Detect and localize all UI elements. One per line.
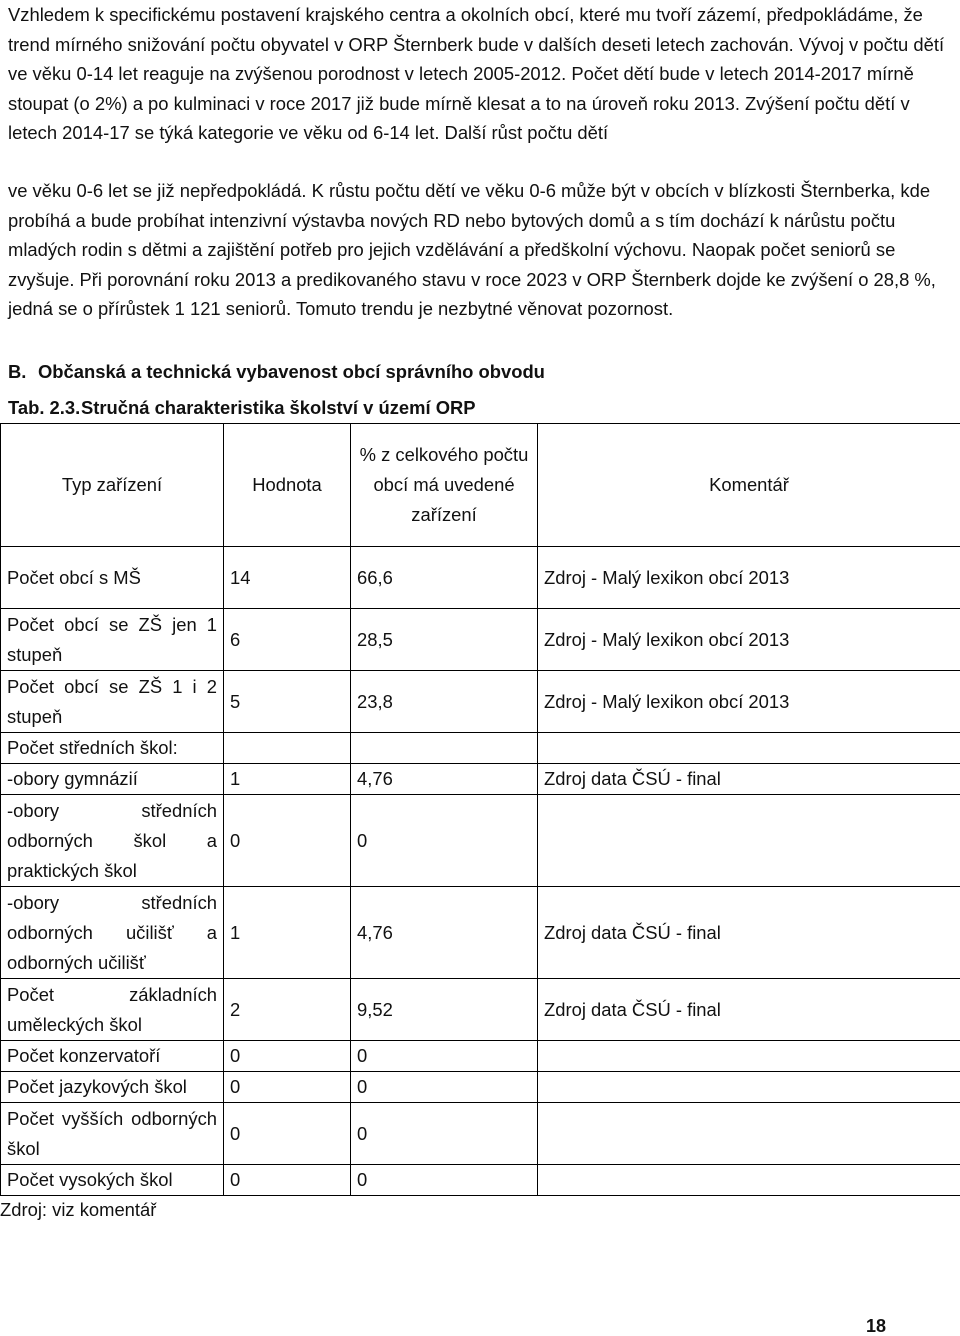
row-comment [538, 1103, 960, 1165]
row-value: 0 [224, 1072, 351, 1103]
section-letter: B. [8, 361, 27, 382]
table-row [1, 1041, 960, 1072]
source-note: Zdroj: viz komentář [0, 1199, 157, 1220]
row-percent: 0 [351, 1072, 538, 1103]
section-title: Občanská a technická vybavenost obcí správního obvodu [38, 361, 545, 382]
table-row [1, 671, 960, 733]
row-percent: 4,76 [351, 887, 538, 979]
row-percent: 4,76 [351, 764, 538, 795]
row-value: 14 [224, 547, 351, 609]
row-comment: Zdroj - Malý lexikon obcí 2013 [538, 547, 960, 609]
header-percent: % z celkového počtu obcí má uvedené zařízení [351, 424, 538, 547]
row-label: Počet středních škol: [1, 733, 224, 764]
row-percent: 0 [351, 1103, 538, 1165]
row-value: 0 [224, 1165, 351, 1196]
row-percent: 66,6 [351, 547, 538, 609]
row-label: Počet obcí se ZŠ 1 i 2 stupeň [1, 671, 224, 733]
row-percent: 23,8 [351, 671, 538, 733]
row-label: Počet vyšších odborných škol [1, 1103, 224, 1165]
table-row [1, 979, 960, 1041]
row-percent [351, 733, 538, 764]
table-number: Tab. 2.3. [8, 397, 81, 418]
row-comment: Zdroj - Malý lexikon obcí 2013 [538, 671, 960, 733]
row-comment [538, 795, 960, 887]
row-value: 1 [224, 887, 351, 979]
row-value [224, 733, 351, 764]
header-type: Typ zařízení [1, 424, 224, 547]
row-comment [538, 733, 960, 764]
row-label: Počet obcí s MŠ [1, 547, 224, 609]
page-number: 18 [866, 1316, 887, 1336]
paragraph-population-trend: Vzhledem k specifickému postavení krajského centra a okolních obcí, které mu tvoří zázemí, předpokládáme, že trend mírného snižování počtu obyvatel v ORP Šternberk bude v dalších deseti letech zachován. Vývoj v počtu dětí ve věku 0-14 let reaguje na zvýšenou porodnost v letech 2005-2012. Počet dětí bude v letech 2014-2017 mírně stoupat (o 2%) a po kulminaci v roce 2017 již bude mírně klesat a to na úroveň roku 2013. Zvýšení počtu dětí v letech 2014-17 se týká kategorie ve věku od 6-14 let. Další růst počtu dětí [8, 4, 945, 143]
table-row [1, 609, 960, 671]
paragraph-children-seniors: ve věku 0-6 let se již nepředpokládá. K růstu počtu dětí ve věku 0-6 může být v obcích v blízkosti Šternberka, kde probíhá a bude probíhat intenzivní výstavba nových RD nebo bytových domů a s tím dochází k nárůstu počtu mladých rodin s dětmi a zajištění potřeb pro jejich vzdělávání a předškolní výchovu. Naopak počet seniorů se zvyšuje. Při porovnání roku 2013 a predikovaného stavu v roce 2023 v ORP Šternberk dojde ke zvýšení o 28,8 %, jedná se o přírůstek 1 121 seniorů. Tomuto trendu je nezbytné věnovat pozornost. [8, 180, 936, 319]
table-row [1, 1072, 960, 1103]
row-label: Počet jazykových škol [1, 1072, 224, 1103]
table-row [1, 1165, 960, 1196]
row-label: Počet konzervatoří [1, 1041, 224, 1072]
row-comment: Zdroj data ČSÚ - final [538, 887, 960, 979]
row-value: 0 [224, 1103, 351, 1165]
row-percent: 9,52 [351, 979, 538, 1041]
table-row [1, 764, 960, 795]
row-comment: Zdroj data ČSÚ - final [538, 764, 960, 795]
row-percent: 0 [351, 795, 538, 887]
table-row [1, 795, 960, 887]
header-comment: Komentář [538, 424, 960, 547]
row-value: 1 [224, 764, 351, 795]
row-comment [538, 1165, 960, 1196]
row-value: 6 [224, 609, 351, 671]
row-value: 0 [224, 795, 351, 887]
row-value: 0 [224, 1041, 351, 1072]
row-label: Počet základních uměleckých škol [1, 979, 224, 1041]
row-percent: 0 [351, 1041, 538, 1072]
row-value: 2 [224, 979, 351, 1041]
row-value: 5 [224, 671, 351, 733]
row-label: -obory středních odborných škol a praktických škol [1, 795, 224, 887]
row-comment: Zdroj data ČSÚ - final [538, 979, 960, 1041]
row-label: -obory gymnázií [1, 764, 224, 795]
header-value: Hodnota [224, 424, 351, 547]
table-row [1, 733, 960, 764]
row-label: Počet vysokých škol [1, 1165, 224, 1196]
table-caption [8, 396, 476, 420]
education-table [0, 423, 960, 1196]
row-label: -obory středních odborných učilišť a odborných učilišť [1, 887, 224, 979]
table-header-row [1, 424, 960, 547]
table-title: Stručná charakteristika školství v území ORP [81, 397, 476, 418]
row-comment: Zdroj - Malý lexikon obcí 2013 [538, 609, 960, 671]
row-comment [538, 1072, 960, 1103]
section-heading-b [8, 360, 545, 384]
row-comment [538, 1041, 960, 1072]
row-percent: 0 [351, 1165, 538, 1196]
row-label: Počet obcí se ZŠ jen 1 stupeň [1, 609, 224, 671]
table-row [1, 1103, 960, 1165]
row-percent: 28,5 [351, 609, 538, 671]
table-row [1, 547, 960, 609]
table-row [1, 887, 960, 979]
